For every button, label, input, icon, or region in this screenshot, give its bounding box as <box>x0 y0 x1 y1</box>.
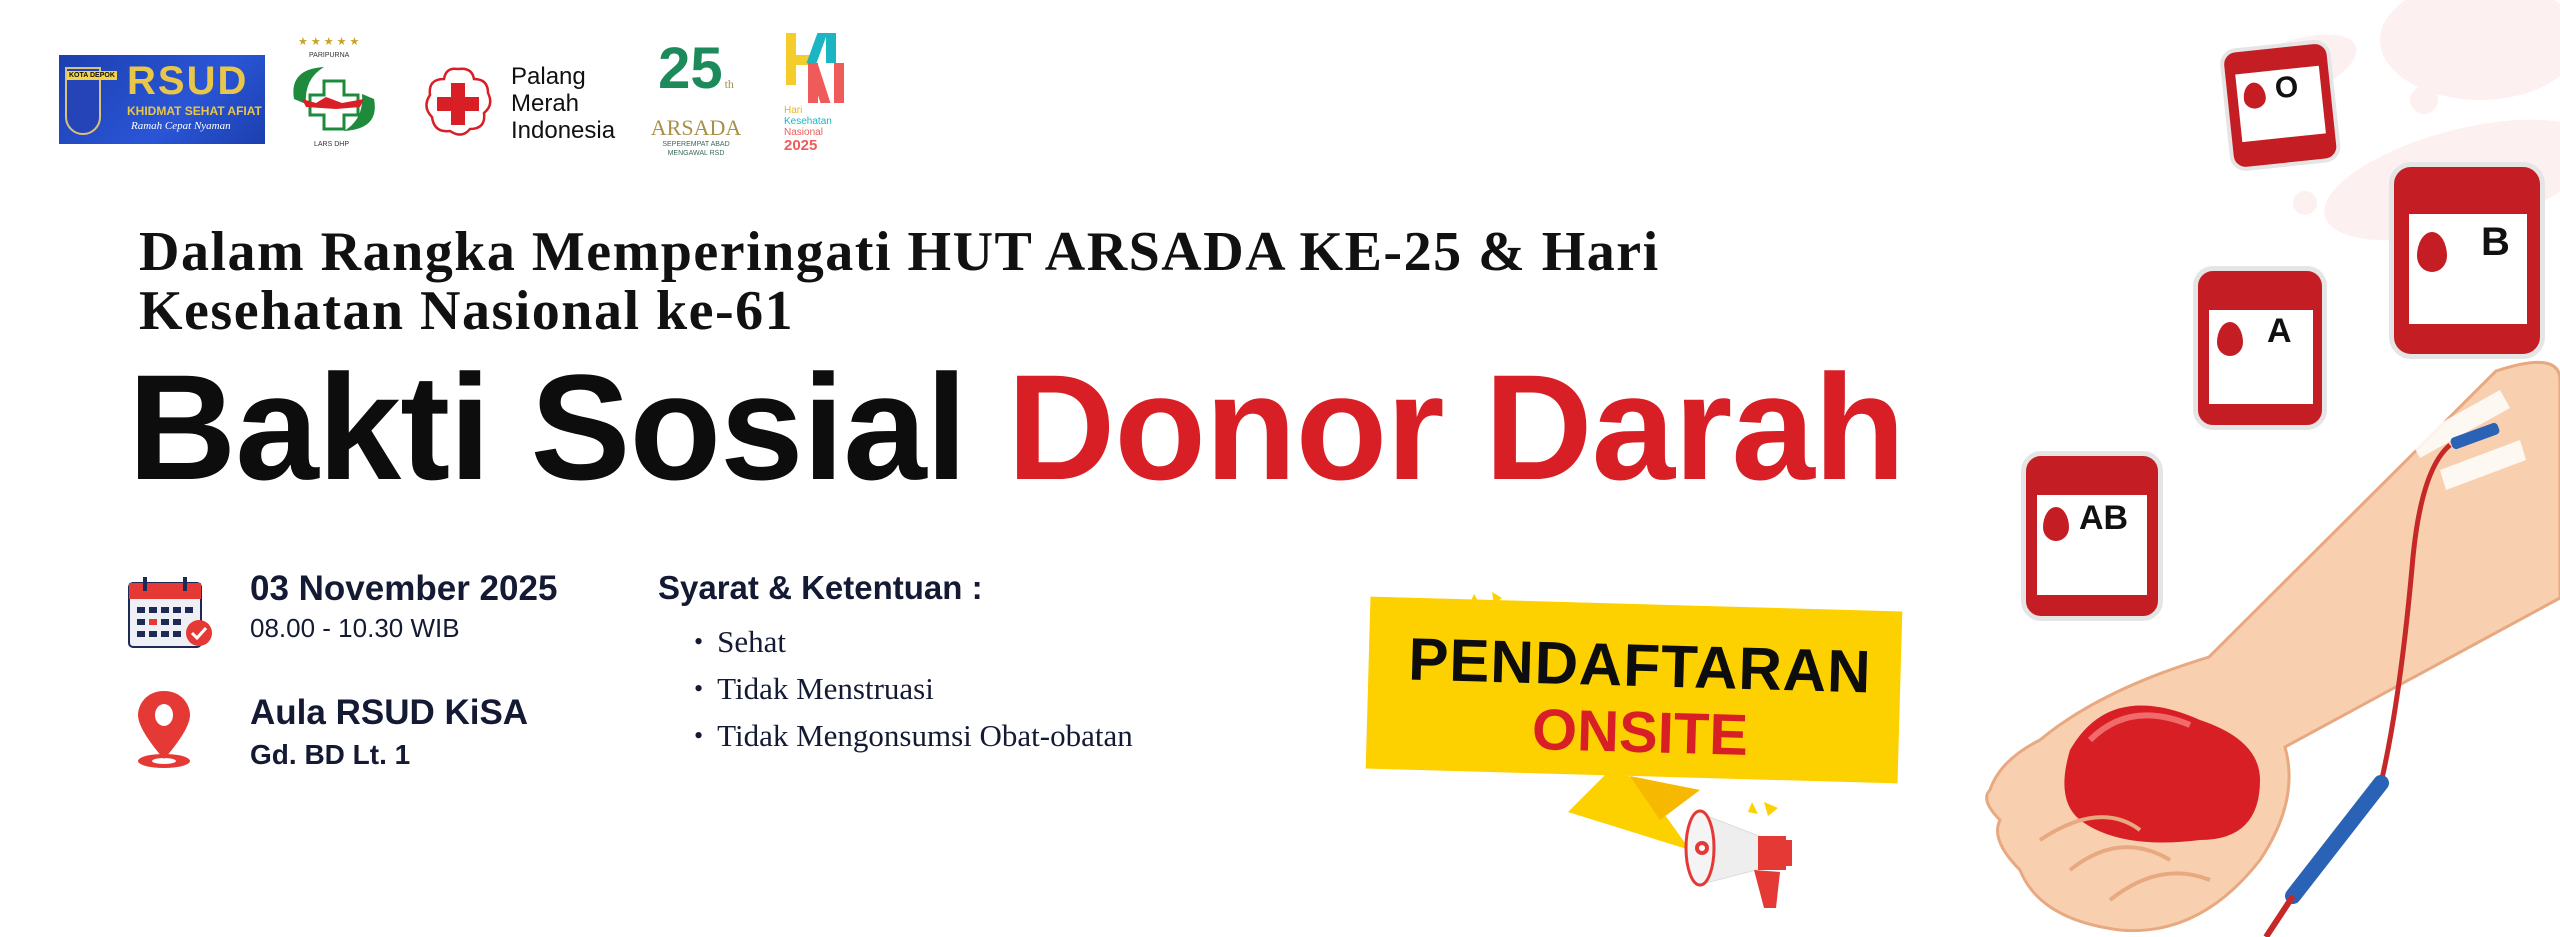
registration-label: PENDAFTARAN <box>1407 625 1873 706</box>
blood-drop-icon <box>2217 322 2243 356</box>
requirements-title: Syarat & Ketentuan : <box>658 569 983 606</box>
pmi-logo-text: Palang Merah Indonesia <box>511 63 616 144</box>
list-item: • Tidak Menstruasi <box>694 665 1133 712</box>
blood-drop-icon <box>2043 507 2069 541</box>
blood-bag-o: O <box>2217 25 2342 173</box>
requirements-list <box>694 618 1133 759</box>
stars-icon: ★★★★★ <box>298 36 363 48</box>
hkn-logo: Hari Kesehatan Nasional 2025 <box>784 33 856 153</box>
page-title: Bakti Sosial Donor Darah <box>128 343 1905 511</box>
arsada-logo: 25 th ARSADA SEPEREMPAT ABAD MENGAWAL RSD <box>640 37 752 155</box>
list-item: • Tidak Mengonsumsi Obat-obatan <box>694 712 1133 759</box>
pmi-logo <box>422 65 494 138</box>
subheading-line-2: Kesehatan Nasional ke-61 <box>139 280 795 342</box>
megaphone-icon <box>1680 808 1806 916</box>
blood-bag-b: B <box>2389 134 2545 359</box>
paripurna-logo: ★★★★★ PARIPURNA LARS DHP <box>284 37 385 153</box>
registration-type: ONSITE <box>1531 696 1749 769</box>
arsada-number-line: 25 th <box>658 36 734 101</box>
blood-bag-ab: AB <box>2021 427 2163 621</box>
event-date: 03 November 2025 <box>250 569 558 608</box>
blood-drop-icon <box>2417 232 2447 272</box>
list-item: • Sehat <box>694 618 1133 665</box>
event-time: 08.00 - 10.30 WIB <box>250 613 460 643</box>
location-pin-icon <box>134 689 194 769</box>
event-venue-detail: Gd. BD Lt. 1 <box>250 739 411 770</box>
subheading-line-1: Dalam Rangka Memperingati HUT ARSADA KE-25 & Hari <box>139 221 1660 283</box>
rsud-logo: KOTA DEPOK RSUD KHIDMAT SEHAT AFIAT Ramah Cepat Nyaman <box>59 55 265 144</box>
calendar-icon <box>127 575 213 651</box>
blood-bag-a: A <box>2193 242 2327 430</box>
event-venue: Aula RSUD KiSA <box>250 693 529 732</box>
